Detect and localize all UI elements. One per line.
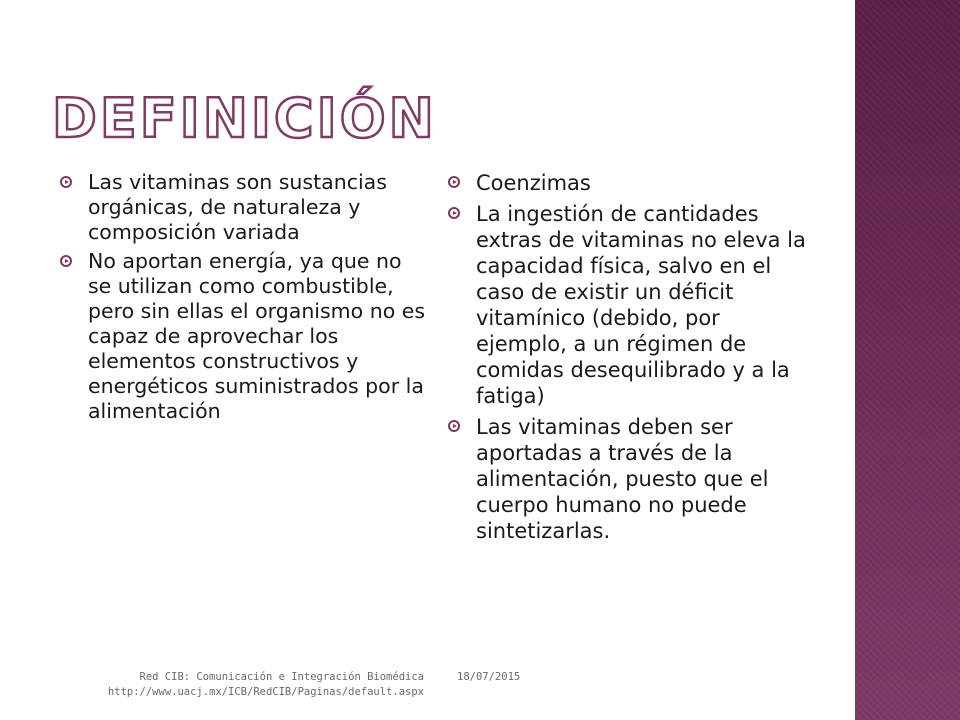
footer-source-url: http://www.uacj.mx/ICB/RedCIB/Paginas/default.aspx	[107, 686, 424, 698]
circle-arrow-icon	[448, 420, 460, 432]
circle-arrow-icon	[448, 176, 460, 188]
slide-title: DEFINICIÓN	[52, 87, 437, 150]
footer-source	[40, 670, 424, 700]
bullet-text: La ingestión de cantidades extras de vitaminas no eleva la capacidad física, salvo en el caso de existir un déficit vitamínico (debido, por ejemplo, a un régimen de comidas desequilibrado y a la fatiga)	[476, 202, 806, 408]
bullet-text: Las vitaminas deben ser aportadas a través de la alimentación, puesto que el cuerpo humano no puede sintetizarlas.	[476, 415, 769, 543]
bullet-item	[60, 170, 430, 245]
circle-arrow-icon	[60, 176, 72, 188]
decorative-side-panel	[855, 0, 960, 720]
footer-source-name: Red CIB: Comunicación e Integración Biomédica	[139, 671, 424, 683]
bullet-item	[60, 249, 430, 424]
bullet-item	[448, 170, 808, 196]
circle-arrow-icon	[448, 207, 460, 219]
right-bullet-list	[448, 170, 808, 549]
bullet-text: Coenzimas	[476, 171, 591, 195]
footer-date: 18/07/2015	[457, 671, 521, 683]
circle-arrow-icon	[60, 255, 72, 267]
left-bullet-list	[60, 170, 430, 428]
bullet-text: Las vitaminas son sustancias orgánicas, de naturaleza y composición variada	[88, 170, 387, 244]
bullet-item	[448, 414, 808, 544]
bullet-item	[448, 201, 808, 409]
bullet-text: No aportan energía, ya que no se utilizan como combustible, pero sin ellas el organismo no es capaz de aprovechar los elementos constructivos y energéticos suministrados por la alimentación	[88, 249, 426, 423]
